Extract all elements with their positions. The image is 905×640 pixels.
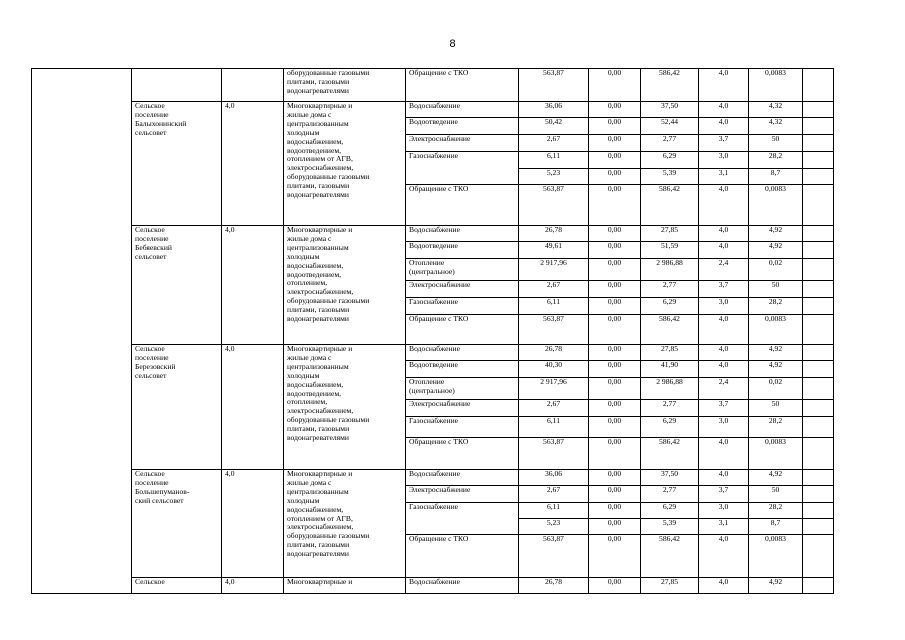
tariff-new-cell: 6,29 bbox=[641, 152, 699, 169]
empty-cell bbox=[803, 438, 834, 470]
service-cell: Водоснабжение bbox=[406, 578, 519, 594]
tariff-cell: 2,67 bbox=[519, 281, 589, 298]
growth-cell: 3,0 bbox=[699, 298, 749, 315]
norm-cell: 0,0083 bbox=[749, 69, 803, 102]
service-cell: Обращение с ТКО bbox=[406, 315, 519, 345]
tariff-new-cell: 6,29 bbox=[641, 503, 699, 519]
empty-cell bbox=[803, 470, 834, 486]
tariff-cell: 36,06 bbox=[519, 470, 589, 486]
tariff-new-cell: 41,90 bbox=[641, 361, 699, 378]
tariff-new-cell: 586,42 bbox=[641, 315, 699, 345]
housing-description-cell: Многоквартирные и bbox=[284, 578, 406, 594]
tariff-new-cell: 52,44 bbox=[641, 118, 699, 135]
empty-cell bbox=[803, 135, 834, 152]
service-cell: Газоснабжение bbox=[406, 503, 519, 535]
growth-cell: 4,0 bbox=[699, 242, 749, 259]
growth-cell: 4,0 bbox=[699, 69, 749, 102]
tariff-new-cell: 586,42 bbox=[641, 438, 699, 470]
norm-cell: 0,0083 bbox=[749, 438, 803, 470]
service-cell: Газоснабжение bbox=[406, 417, 519, 438]
service-cell: Отопление (центральное) bbox=[406, 378, 519, 400]
growth-cell: 4,0 bbox=[699, 470, 749, 486]
tariff-cell: 6,11 bbox=[519, 503, 589, 519]
growth-cell: 3,7 bbox=[699, 486, 749, 503]
norm-cell: 4,92 bbox=[749, 470, 803, 486]
index-cell: 0,00 bbox=[589, 226, 641, 242]
tariff-new-cell: 6,29 bbox=[641, 417, 699, 438]
index-cell: 0,00 bbox=[589, 400, 641, 417]
service-cell: Водоснабжение bbox=[406, 226, 519, 242]
index-cell: 0,00 bbox=[589, 417, 641, 438]
table-row bbox=[32, 578, 834, 594]
tariff-new-cell: 27,85 bbox=[641, 226, 699, 242]
norm-cell: 4,32 bbox=[749, 118, 803, 135]
tariff-new-cell: 6,29 bbox=[641, 298, 699, 315]
empty-cell bbox=[803, 400, 834, 417]
tariff-cell: 563,87 bbox=[519, 315, 589, 345]
empty-cell bbox=[803, 578, 834, 594]
growth-cell: 4,0 bbox=[699, 118, 749, 135]
norm-cell: 0,0083 bbox=[749, 185, 803, 226]
zone-cell: 4,0 bbox=[222, 102, 284, 226]
service-cell: Газоснабжение bbox=[406, 152, 519, 185]
index-cell: 0,00 bbox=[589, 345, 641, 361]
index-cell: 0,00 bbox=[589, 242, 641, 259]
tariff-cell: 6,11 bbox=[519, 152, 589, 169]
growth-cell: 3,0 bbox=[699, 152, 749, 169]
index-cell: 0,00 bbox=[589, 69, 641, 102]
housing-description-cell: оборудованные газовыми плитами, газовыми водонагревателями bbox=[284, 69, 406, 102]
tariff-new-cell: 5,39 bbox=[641, 519, 699, 535]
tariff-cell: 2,67 bbox=[519, 135, 589, 152]
empty-cell bbox=[803, 152, 834, 169]
tariff-new-cell: 586,42 bbox=[641, 185, 699, 226]
empty-cell bbox=[803, 298, 834, 315]
empty-cell bbox=[803, 535, 834, 578]
empty-cell bbox=[803, 378, 834, 400]
growth-cell: 4,0 bbox=[699, 578, 749, 594]
service-cell: Обращение с ТКО bbox=[406, 185, 519, 226]
index-cell: 0,00 bbox=[589, 535, 641, 578]
tariff-new-cell: 2,77 bbox=[641, 281, 699, 298]
index-cell: 0,00 bbox=[589, 486, 641, 503]
tariff-cell: 49,61 bbox=[519, 242, 589, 259]
tariff-new-cell: 586,42 bbox=[641, 535, 699, 578]
growth-cell: 3,0 bbox=[699, 503, 749, 519]
empty-cell bbox=[803, 102, 834, 118]
growth-cell: 4,0 bbox=[699, 361, 749, 378]
tariff-new-cell: 2,77 bbox=[641, 400, 699, 417]
tariff-new-cell: 2 986,88 bbox=[641, 378, 699, 400]
index-cell: 0,00 bbox=[589, 298, 641, 315]
page-number: 8 bbox=[449, 38, 456, 50]
empty-cell bbox=[803, 259, 834, 281]
tariff-new-cell: 37,50 bbox=[641, 470, 699, 486]
empty-cell bbox=[803, 345, 834, 361]
municipality-cell bbox=[132, 69, 222, 102]
service-cell: Электроснабжение bbox=[406, 281, 519, 298]
norm-cell: 28,2 bbox=[749, 298, 803, 315]
zone-cell bbox=[222, 69, 284, 102]
empty-cell bbox=[803, 519, 834, 535]
tariff-new-cell: 37,50 bbox=[641, 102, 699, 118]
norm-cell: 28,2 bbox=[749, 152, 803, 169]
housing-description-cell: Многоквартирные и жилые дома с централизованным холодным водоснабжением, отоплением от АГВ, электроснабжением, оборудованные газовыми плитами, газовыми водонагревателями bbox=[284, 470, 406, 578]
tariff-new-cell: 5,39 bbox=[641, 169, 699, 185]
growth-cell: 4,0 bbox=[699, 345, 749, 361]
tariff-cell: 50,42 bbox=[519, 118, 589, 135]
index-cell: 0,00 bbox=[589, 259, 641, 281]
service-cell: Водоотведение bbox=[406, 118, 519, 135]
growth-cell: 4,0 bbox=[699, 438, 749, 470]
service-cell: Водоснабжение bbox=[406, 102, 519, 118]
service-cell: Отопление (центральное) bbox=[406, 259, 519, 281]
service-cell: Электроснабжение bbox=[406, 486, 519, 503]
growth-cell: 3,7 bbox=[699, 281, 749, 298]
empty-cell bbox=[803, 242, 834, 259]
norm-cell: 8,7 bbox=[749, 169, 803, 185]
table-row bbox=[32, 470, 834, 486]
municipality-cell: Сельское bbox=[132, 578, 222, 594]
tariff-cell: 563,87 bbox=[519, 438, 589, 470]
service-cell: Электроснабжение bbox=[406, 400, 519, 417]
tariff-cell: 563,87 bbox=[519, 69, 589, 102]
growth-cell: 3,7 bbox=[699, 135, 749, 152]
index-cell: 0,00 bbox=[589, 361, 641, 378]
norm-cell: 50 bbox=[749, 400, 803, 417]
index-cell: 0,00 bbox=[589, 438, 641, 470]
tariff-cell: 6,11 bbox=[519, 417, 589, 438]
tariff-new-cell: 2 986,88 bbox=[641, 259, 699, 281]
municipality-cell: Сельское поселение Балыхонинский сельсовет bbox=[132, 102, 222, 226]
tariff-cell: 2 917,96 bbox=[519, 259, 589, 281]
norm-cell: 4,92 bbox=[749, 578, 803, 594]
tariff-new-cell: 51,59 bbox=[641, 242, 699, 259]
growth-cell: 3,1 bbox=[699, 519, 749, 535]
tariff-cell: 40,30 bbox=[519, 361, 589, 378]
service-cell: Электроснабжение bbox=[406, 135, 519, 152]
zone-cell: 4,0 bbox=[222, 470, 284, 578]
empty-cell bbox=[803, 281, 834, 298]
growth-cell: 3,7 bbox=[699, 400, 749, 417]
growth-cell: 4,0 bbox=[699, 315, 749, 345]
service-cell: Обращение с ТКО bbox=[406, 69, 519, 102]
empty-cell bbox=[803, 185, 834, 226]
norm-cell: 50 bbox=[749, 486, 803, 503]
municipality-cell: Сельское поселение Бебяевский сельсовет bbox=[132, 226, 222, 345]
tariff-cell: 2,67 bbox=[519, 486, 589, 503]
table-row bbox=[32, 345, 834, 361]
index-cell: 0,00 bbox=[589, 315, 641, 345]
empty-cell bbox=[803, 118, 834, 135]
tariff-cell: 6,11 bbox=[519, 298, 589, 315]
table-row bbox=[32, 69, 834, 102]
service-cell: Газоснабжение bbox=[406, 298, 519, 315]
index-cell: 0,00 bbox=[589, 169, 641, 185]
growth-cell: 2,4 bbox=[699, 259, 749, 281]
index-cell: 0,00 bbox=[589, 470, 641, 486]
empty-cell bbox=[803, 226, 834, 242]
zone-cell: 4,0 bbox=[222, 226, 284, 345]
empty-cell bbox=[803, 417, 834, 438]
index-cell: 0,00 bbox=[589, 135, 641, 152]
housing-description-cell: Многоквартирные и жилые дома с централизованным холодным водоснабжением, водоотведением, отоплением, электроснабжением, оборудованные газовыми плитами, газовыми водонагревателями bbox=[284, 226, 406, 345]
table-row bbox=[32, 102, 834, 118]
service-cell: Обращение с ТКО bbox=[406, 535, 519, 578]
service-cell: Водоснабжение bbox=[406, 470, 519, 486]
empty-cell bbox=[803, 361, 834, 378]
index-cell: 0,00 bbox=[589, 503, 641, 519]
tariff-cell: 36,06 bbox=[519, 102, 589, 118]
tariff-cell: 5,23 bbox=[519, 519, 589, 535]
tariff-new-cell: 27,85 bbox=[641, 345, 699, 361]
growth-cell: 4,0 bbox=[699, 102, 749, 118]
norm-cell: 0,0083 bbox=[749, 535, 803, 578]
growth-cell: 4,0 bbox=[699, 185, 749, 226]
tariff-cell: 26,78 bbox=[519, 345, 589, 361]
tariff-cell: 2,67 bbox=[519, 400, 589, 417]
tariff-cell: 563,87 bbox=[519, 185, 589, 226]
municipality-cell: Сельское поселение Большепуманов- ский сельсовет bbox=[132, 470, 222, 578]
index-cell: 0,00 bbox=[589, 519, 641, 535]
municipality-cell: Сельское поселение Березовский сельсовет bbox=[132, 345, 222, 470]
empty-cell bbox=[803, 315, 834, 345]
service-cell: Водоотведение bbox=[406, 242, 519, 259]
index-cell: 0,00 bbox=[589, 185, 641, 226]
empty-cell bbox=[803, 503, 834, 519]
empty-cell bbox=[803, 69, 834, 102]
service-cell: Водоснабжение bbox=[406, 345, 519, 361]
index-cell: 0,00 bbox=[589, 578, 641, 594]
housing-description-cell: Многоквартирные и жилые дома с централизованным холодным водоснабжением, водоотведением, отоплением от АГВ, электроснабжением, оборудованные газовыми плитами, газовыми водонагревателями bbox=[284, 102, 406, 226]
zone-cell: 4,0 bbox=[222, 578, 284, 594]
norm-cell: 50 bbox=[749, 281, 803, 298]
norm-cell: 4,32 bbox=[749, 102, 803, 118]
service-cell: Водоотведение bbox=[406, 361, 519, 378]
norm-cell: 50 bbox=[749, 135, 803, 152]
tariff-new-cell: 27,85 bbox=[641, 578, 699, 594]
empty-cell bbox=[803, 169, 834, 185]
index-cell: 0,00 bbox=[589, 118, 641, 135]
index-cell: 0,00 bbox=[589, 281, 641, 298]
tariff-cell: 5,23 bbox=[519, 169, 589, 185]
norm-cell: 0,0083 bbox=[749, 315, 803, 345]
norm-cell: 8,7 bbox=[749, 519, 803, 535]
index-cell: 0,00 bbox=[589, 378, 641, 400]
norm-cell: 4,92 bbox=[749, 226, 803, 242]
growth-cell: 4,0 bbox=[699, 535, 749, 578]
table-row bbox=[32, 226, 834, 242]
tariff-new-cell: 2,77 bbox=[641, 135, 699, 152]
norm-cell: 0,02 bbox=[749, 378, 803, 400]
growth-cell: 4,0 bbox=[699, 226, 749, 242]
growth-cell: 3,0 bbox=[699, 417, 749, 438]
tariff-cell: 2 917,96 bbox=[519, 378, 589, 400]
norm-cell: 4,92 bbox=[749, 361, 803, 378]
growth-cell: 2,4 bbox=[699, 378, 749, 400]
norm-cell: 28,2 bbox=[749, 503, 803, 519]
growth-cell: 3,1 bbox=[699, 169, 749, 185]
norm-cell: 4,92 bbox=[749, 242, 803, 259]
service-cell: Обращение с ТКО bbox=[406, 438, 519, 470]
index-column bbox=[32, 69, 132, 594]
index-cell: 0,00 bbox=[589, 102, 641, 118]
tariff-cell: 563,87 bbox=[519, 535, 589, 578]
tariff-new-cell: 2,77 bbox=[641, 486, 699, 503]
norm-cell: 0,02 bbox=[749, 259, 803, 281]
norm-cell: 28,2 bbox=[749, 417, 803, 438]
housing-description-cell: Многоквартирные и жилые дома с централизованным холодным водоснабжением, водоотведением, отоплением, электроснабжением, оборудованные газовыми плитами, газовыми водонагревателями bbox=[284, 345, 406, 470]
tariff-cell: 26,78 bbox=[519, 578, 589, 594]
tariff-cell: 26,78 bbox=[519, 226, 589, 242]
index-cell: 0,00 bbox=[589, 152, 641, 169]
norm-cell: 4,92 bbox=[749, 345, 803, 361]
zone-cell: 4,0 bbox=[222, 345, 284, 470]
tariff-table bbox=[31, 68, 834, 594]
empty-cell bbox=[803, 486, 834, 503]
tariff-new-cell: 586,42 bbox=[641, 69, 699, 102]
